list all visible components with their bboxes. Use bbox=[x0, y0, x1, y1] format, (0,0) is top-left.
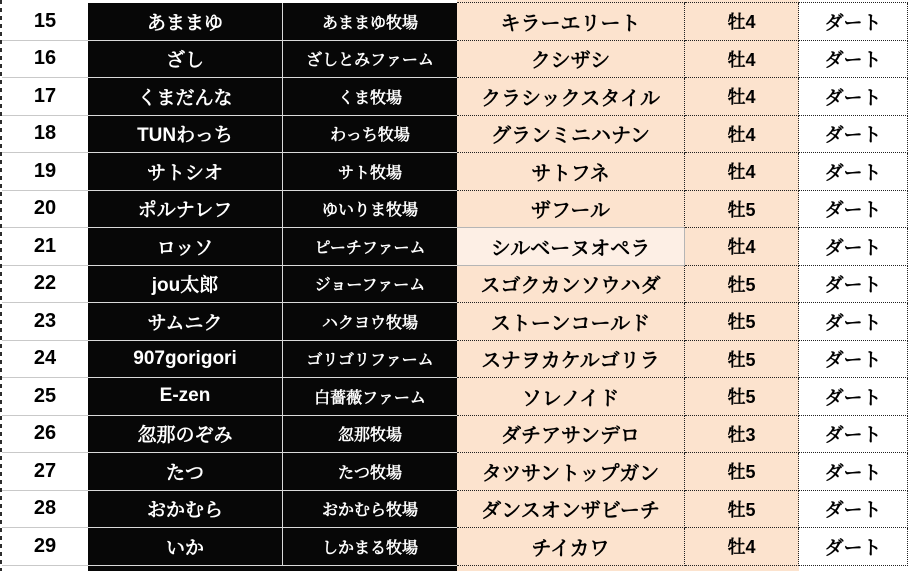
farm-name-cell[interactable]: ピーチファーム bbox=[283, 228, 457, 266]
row-number-cell[interactable]: 29 bbox=[2, 528, 88, 566]
table-row bbox=[2, 453, 908, 491]
owner-name-cell[interactable]: 907gorigori bbox=[88, 341, 283, 379]
owner-name-cell[interactable]: TUNわっち bbox=[88, 116, 283, 154]
row-number-cell[interactable]: 21 bbox=[2, 228, 88, 266]
owner-name-cell[interactable]: あままゆ bbox=[88, 3, 283, 41]
horse-name-cell[interactable]: ザフール bbox=[457, 191, 685, 229]
table-row bbox=[2, 153, 908, 191]
horse-name-cell[interactable]: タツサントップガン bbox=[457, 453, 685, 491]
sex-age-cell[interactable]: 牡5 bbox=[685, 303, 799, 341]
table-row bbox=[2, 416, 908, 454]
table-row bbox=[2, 78, 908, 116]
table-row bbox=[2, 191, 908, 229]
farm-name-cell[interactable]: あままゆ牧場 bbox=[283, 3, 457, 41]
table-row bbox=[2, 341, 908, 379]
horse-name-cell[interactable]: サトフネ bbox=[457, 153, 685, 191]
row-number-cell[interactable]: 27 bbox=[2, 453, 88, 491]
row-number-cell[interactable]: 16 bbox=[2, 41, 88, 79]
farm-name-cell[interactable]: ゆいりま牧場 bbox=[283, 191, 457, 229]
horse-name-cell[interactable]: スナヲカケルゴリラ bbox=[457, 341, 685, 379]
partial-cell bbox=[283, 566, 457, 571]
farm-name-cell[interactable]: ジョーファーム bbox=[283, 266, 457, 304]
row-number-cell[interactable]: 22 bbox=[2, 266, 88, 304]
horse-name-cell[interactable]: チイカワ bbox=[457, 528, 685, 566]
partial-cell bbox=[799, 566, 908, 571]
farm-name-cell[interactable]: わっち牧場 bbox=[283, 116, 457, 154]
row-number-cell[interactable]: 26 bbox=[2, 416, 88, 454]
sex-age-cell[interactable]: 牡5 bbox=[685, 341, 799, 379]
sex-age-cell[interactable]: 牡5 bbox=[685, 378, 799, 416]
sex-age-cell[interactable]: 牡5 bbox=[685, 453, 799, 491]
row-number-cell[interactable]: 15 bbox=[2, 3, 88, 41]
horse-name-cell[interactable]: ストーンコールド bbox=[457, 303, 685, 341]
partial-cell bbox=[2, 566, 88, 571]
horse-name-cell[interactable]: クシザシ bbox=[457, 41, 685, 79]
surface-cell[interactable]: ダート bbox=[799, 116, 908, 154]
farm-name-cell[interactable]: たつ牧場 bbox=[283, 453, 457, 491]
sex-age-cell[interactable]: 牡4 bbox=[685, 3, 799, 41]
owner-name-cell[interactable]: おかむら bbox=[88, 491, 283, 529]
farm-name-cell[interactable]: サト牧場 bbox=[283, 153, 457, 191]
row-number-cell[interactable]: 25 bbox=[2, 378, 88, 416]
owner-name-cell[interactable]: ざし bbox=[88, 41, 283, 79]
table-row bbox=[2, 491, 908, 529]
table-row bbox=[2, 41, 908, 79]
surface-cell[interactable]: ダート bbox=[799, 378, 908, 416]
partial-cell bbox=[88, 566, 283, 571]
owner-name-cell[interactable]: E-zen bbox=[88, 378, 283, 416]
farm-name-cell[interactable]: くま牧場 bbox=[283, 78, 457, 116]
horse-name-cell[interactable]: クラシックスタイル bbox=[457, 78, 685, 116]
row-number-cell[interactable]: 23 bbox=[2, 303, 88, 341]
surface-cell[interactable]: ダート bbox=[799, 41, 908, 79]
table-row bbox=[2, 116, 908, 154]
owner-name-cell[interactable]: サムニク bbox=[88, 303, 283, 341]
surface-cell[interactable]: ダート bbox=[799, 303, 908, 341]
horse-name-cell[interactable]: ダチアサンデロ bbox=[457, 416, 685, 454]
sex-age-cell[interactable]: 牡4 bbox=[685, 528, 799, 566]
farm-name-cell[interactable]: ゴリゴリファーム bbox=[283, 341, 457, 379]
owner-name-cell[interactable]: くまだんな bbox=[88, 78, 283, 116]
sex-age-cell[interactable]: 牡4 bbox=[685, 78, 799, 116]
horse-name-cell[interactable]: ソレノイド bbox=[457, 378, 685, 416]
table-row bbox=[2, 378, 908, 416]
surface-cell[interactable]: ダート bbox=[799, 491, 908, 529]
farm-name-cell[interactable]: おかむら牧場 bbox=[283, 491, 457, 529]
row-number-cell[interactable]: 20 bbox=[2, 191, 88, 229]
horse-name-cell[interactable]: スゴクカンソウハダ bbox=[457, 266, 685, 304]
farm-name-cell[interactable]: ハクヨウ牧場 bbox=[283, 303, 457, 341]
partial-row-bottom bbox=[2, 566, 908, 571]
table-row bbox=[2, 528, 908, 566]
row-number-cell[interactable]: 19 bbox=[2, 153, 88, 191]
sex-age-cell[interactable]: 牡4 bbox=[685, 153, 799, 191]
owner-name-cell[interactable]: たつ bbox=[88, 453, 283, 491]
sex-age-cell[interactable]: 牡5 bbox=[685, 491, 799, 529]
owner-name-cell[interactable]: jou太郎 bbox=[88, 266, 283, 304]
table-row bbox=[2, 266, 908, 304]
farm-name-cell[interactable]: ざしとみファーム bbox=[283, 41, 457, 79]
surface-cell[interactable]: ダート bbox=[799, 453, 908, 491]
table-row bbox=[2, 228, 908, 266]
surface-cell[interactable]: ダート bbox=[799, 78, 908, 116]
sex-age-cell[interactable]: 牡5 bbox=[685, 191, 799, 229]
farm-name-cell[interactable]: 忽那牧場 bbox=[283, 416, 457, 454]
row-number-cell[interactable]: 18 bbox=[2, 116, 88, 154]
row-number-cell[interactable]: 17 bbox=[2, 78, 88, 116]
surface-cell[interactable]: ダート bbox=[799, 341, 908, 379]
surface-cell[interactable]: ダート bbox=[799, 3, 908, 41]
owner-name-cell[interactable]: 忽那のぞみ bbox=[88, 416, 283, 454]
row-number-cell[interactable]: 24 bbox=[2, 341, 88, 379]
table-row bbox=[2, 303, 908, 341]
sex-age-cell[interactable]: 牡4 bbox=[685, 228, 799, 266]
surface-cell[interactable]: ダート bbox=[799, 191, 908, 229]
partial-cell bbox=[685, 566, 799, 571]
surface-cell[interactable]: ダート bbox=[799, 228, 908, 266]
surface-cell[interactable]: ダート bbox=[799, 416, 908, 454]
sex-age-cell[interactable]: 牡3 bbox=[685, 416, 799, 454]
owner-name-cell[interactable]: ロッソ bbox=[88, 228, 283, 266]
surface-cell[interactable]: ダート bbox=[799, 528, 908, 566]
owner-name-cell[interactable]: ポルナレフ bbox=[88, 191, 283, 229]
farm-name-cell[interactable]: しかまる牧場 bbox=[283, 528, 457, 566]
surface-cell[interactable]: ダート bbox=[799, 266, 908, 304]
owner-name-cell[interactable]: いか bbox=[88, 528, 283, 566]
surface-cell[interactable]: ダート bbox=[799, 153, 908, 191]
sex-age-cell[interactable]: 牡5 bbox=[685, 266, 799, 304]
farm-name-cell[interactable]: 白薔薇ファーム bbox=[283, 378, 457, 416]
horse-name-cell[interactable]: グランミニハナン bbox=[457, 116, 685, 154]
sex-age-cell[interactable]: 牡4 bbox=[685, 116, 799, 154]
row-number-cell[interactable]: 28 bbox=[2, 491, 88, 529]
horse-name-cell[interactable]: キラーエリート bbox=[457, 3, 685, 41]
owner-name-cell[interactable]: サトシオ bbox=[88, 153, 283, 191]
partial-cell bbox=[457, 566, 685, 571]
horse-name-cell[interactable]: ダンスオンザビーチ bbox=[457, 491, 685, 529]
horse-name-cell-selected[interactable]: シルベーヌオペラ bbox=[457, 228, 685, 266]
page-break-dashed-line bbox=[0, 0, 2, 571]
table-row bbox=[2, 3, 908, 41]
sex-age-cell[interactable]: 牡4 bbox=[685, 41, 799, 79]
